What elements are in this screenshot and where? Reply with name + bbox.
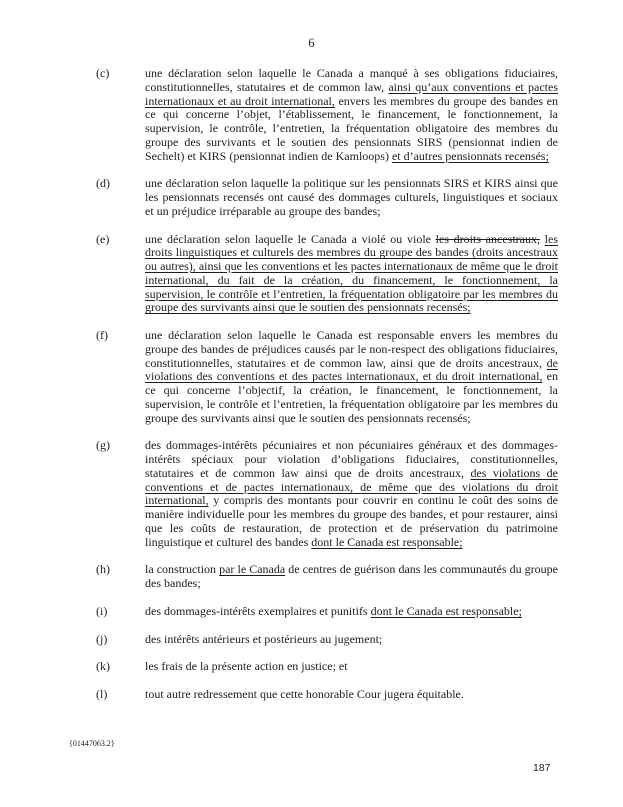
text-segment-underline: dont le Canada est responsable; xyxy=(311,534,463,549)
text-segment-normal: de centres de guérison dans les communautés du groupe des bandes; xyxy=(145,562,558,590)
list-item-i xyxy=(96,605,558,619)
text-segment-normal: une déclaration selon laquelle le Canada a violé ou viole xyxy=(145,231,436,246)
text-segment-normal: tout autre redressement que cette honorable Cour jugera équitable. xyxy=(145,687,464,701)
relief-claims-list xyxy=(96,67,558,702)
item-label: (j) xyxy=(96,631,108,646)
text-segment-normal: envers les membres du groupe des bandes en ce qui concerne l’objet, l’établissement, le financement, le fonctionnement, la supervision, le contrôle, l’entretien, la fréquentation obligatoire des membres du groupe des survivants et le soutien des pensionnats SIRS (pensionnat indien de Sechelt) et KIRS (pensionnat indien de Kamloops) xyxy=(145,93,558,163)
page-header-number: 6 xyxy=(308,36,315,50)
item-text xyxy=(145,438,558,548)
text-segment-normal: des dommages-intérêts pécuniaires et non pécuniaires généraux et des dommages-intérêts spéciaux pour violation d’obligations fiduciaires, constitutionnelles, statutaires et de common law ainsi que de droits ancestraux, xyxy=(145,438,558,480)
item-label: (f) xyxy=(96,328,108,342)
text-segment-underline: les droits linguistiques et culturels des membres du groupe des bandes (droits ancestraux ou autres), ainsi que les conventions et les pactes internationaux de même que le droit international, du fait de la création, du financement, le fonctionnement, la supervision, le contrôle et l’entretien, la fréquentation obligatoire par les membres du groupe des survivants ainsi que le soutien des pensionnats recensés; xyxy=(145,231,559,315)
item-label: (l) xyxy=(96,687,108,701)
item-label: (h) xyxy=(96,562,110,577)
item-label: (d) xyxy=(96,176,110,191)
item-text xyxy=(145,632,382,646)
text-segment-normal: des intérêts antérieurs et postérieurs au jugement; xyxy=(145,631,383,646)
list-item-e xyxy=(96,233,558,316)
item-label: (k) xyxy=(96,659,110,674)
item-text xyxy=(145,659,348,673)
text-segment-normal: une déclaration selon laquelle le Canada a manqué à ses obligations fiduciaires, constitutionnelles, statutaires et de common law, xyxy=(145,66,558,94)
text-segment-underline: par le Canada xyxy=(219,562,286,577)
list-item-h xyxy=(96,563,558,591)
item-text xyxy=(145,562,558,590)
text-segment-normal: en ce qui concerne l’objectif, la création, le financement, le fonctionnement, la supervision, le contrôle et l’entretien, la fréquentation obligatoire par les membres du groupe des survivants ainsi que le soutien des pensionnats recensés; xyxy=(145,369,558,425)
list-item-k xyxy=(96,660,558,674)
item-label: (g) xyxy=(96,438,110,453)
item-text xyxy=(145,232,558,315)
item-label: (i) xyxy=(96,603,108,618)
item-text xyxy=(145,66,558,163)
text-segment-normal: une déclaration selon laquelle la politique sur les pensionnats SIRS et KIRS ainsi que les pensionnats recensés ont causé des dommages culturels, linguistiques et sociaux et un préjudice irréparable au groupe des bandes; xyxy=(145,176,558,218)
item-text xyxy=(145,687,464,701)
list-item-g xyxy=(96,439,558,549)
text-segment-strike: les droits ancestraux, xyxy=(435,231,540,246)
item-label: (e) xyxy=(96,231,110,246)
text-segment-normal: y compris des montants pour couvrir en continu le coût des soins de manière individuelle pour les membres du groupe des bandes, et pour restaurer, ainsi que les coûts de restauration, de protection et de préservation du patrimoine linguistique et culturel des bandes xyxy=(145,493,558,549)
item-text xyxy=(145,328,558,425)
text-segment-underline: dont le Canada est responsable; xyxy=(370,603,522,618)
list-item-d xyxy=(96,177,558,218)
text-segment-underline: de violations des conventions et des pactes internationaux, et du droit international, xyxy=(145,355,558,384)
text-segment-underline: des violations de conventions et de pactes internationaux, de même que des violations du droit international, xyxy=(145,465,558,508)
text-segment-normal: la construction xyxy=(145,562,220,577)
text-segment-underline: ainsi qu’aux conventions et pactes internationaux et au droit international, xyxy=(145,79,558,108)
item-text xyxy=(145,176,558,218)
footer-page-number: 187 xyxy=(533,762,551,774)
list-item-f xyxy=(96,329,558,425)
list-item-c xyxy=(96,67,558,163)
item-label: (c) xyxy=(96,66,110,80)
text-segment-normal: une déclaration selon laquelle le Canada est responsable envers les membres du groupe des bandes de préjudices causés par le non-respect des obligations fiduciaires, constitutionnelles, statutaires et de common law, ainsi que de droits ancestraux, xyxy=(145,328,558,370)
text-segment-underline: et d’autres pensionnats recensés; xyxy=(391,148,549,163)
item-text xyxy=(145,604,522,618)
list-item-j xyxy=(96,633,558,647)
footer-doc-id: {01447063.2} xyxy=(69,739,115,748)
list-item-l xyxy=(96,688,558,702)
text-segment-normal: les frais de la présente action en justice; et xyxy=(145,659,348,674)
text-segment-normal: des dommages-intérêts exemplaires et punitifs xyxy=(145,603,371,618)
